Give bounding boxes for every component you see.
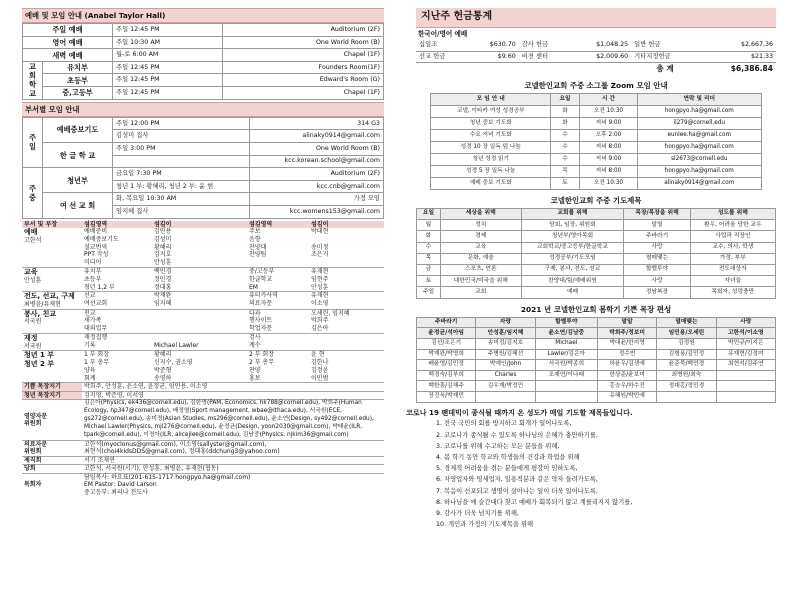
dept-contact-name: 청년 1 부: 황혜리, 청년 2 부: 윤 현 bbox=[113, 180, 250, 193]
zoom-header: 요일 bbox=[551, 93, 580, 105]
mokjang-member: 정대홍/정민경 bbox=[657, 381, 716, 392]
org-row-value: 김지영, 박준영, 이서영 bbox=[82, 391, 384, 400]
prayer-cell: 열매맺는 bbox=[624, 253, 690, 264]
church-school-label: 교 회 학 교 bbox=[23, 61, 43, 99]
org-row-label: 청년 목장지기 bbox=[22, 391, 82, 400]
mokjang-member: 홍승우/하수진 bbox=[597, 381, 656, 392]
medical-text[interactable]: 고한석(myoclonus@gmail.com), 이소영(sallyster@gmail.com), 최현석(choi4kidsDDS@gmail.com), 정대홍(ddchung3@yahoo.com) bbox=[82, 440, 384, 456]
mokjang-member bbox=[657, 391, 716, 402]
zoom-body bbox=[431, 105, 761, 189]
org-person: 윤 현 김한나 김정윤 이민범 bbox=[309, 351, 384, 383]
zoom-row bbox=[431, 141, 761, 153]
prayer-cell: 정치 bbox=[440, 220, 521, 231]
mokjang-name: 말알 bbox=[597, 317, 656, 328]
org-dept-leader: 고한석 bbox=[24, 236, 42, 244]
mokjang-member bbox=[716, 391, 775, 402]
worship-time: 주일 10:30 AM bbox=[113, 36, 223, 49]
dept-contact-name bbox=[113, 155, 250, 168]
mokjang-leader: 안성훈/임지혜 bbox=[476, 328, 535, 339]
prayer-row bbox=[417, 253, 776, 264]
org-dept-cell bbox=[22, 228, 82, 267]
dept-email: kcc.womens153@gmail.com bbox=[249, 205, 383, 218]
zoom-cell: 코넬, 이타카 여성 성경공부 bbox=[431, 105, 551, 117]
covid-item: 6. 자영업자와 영세업자, 일용직분과 같은 약자 들려가도록, bbox=[436, 476, 598, 484]
dept-name: 청년부 bbox=[43, 168, 113, 193]
zoom-contact[interactable]: hongpyo.ha@gmail.com bbox=[637, 105, 761, 117]
org-group bbox=[22, 310, 384, 334]
prayer-cell: 주일 bbox=[417, 287, 441, 298]
org-area: 선교 여선교회 bbox=[82, 292, 152, 309]
dept-name: 여 선 교 회 bbox=[43, 193, 113, 218]
edu-place: Edward's Room (G) bbox=[223, 74, 384, 87]
zoom-cell: 오전 10:30 bbox=[579, 177, 637, 189]
mokjang-member: 주병원/김혜선 bbox=[476, 349, 535, 360]
zoom-cell: 성경 10 장 일독 텀 나눔 bbox=[431, 141, 551, 153]
worship-name: 주일 예배 bbox=[23, 24, 113, 37]
org-dept-name: 전도, 선교, 구제 bbox=[24, 292, 75, 301]
council-label: 당회 bbox=[22, 465, 82, 474]
zoom-cell: 저녁 8:00 bbox=[579, 141, 637, 153]
prayer-cell: 주바라기 bbox=[624, 231, 690, 242]
org-dept-name: 청년 1 부 청년 2 부 bbox=[24, 351, 55, 369]
mokjang-title: 2021 년 코넬한인교회 봄학기 기쁜 목장 편성 bbox=[520, 304, 672, 314]
mokjang-member: 김정원 bbox=[657, 338, 716, 349]
mokjang-member bbox=[535, 391, 597, 402]
prayer-cell: 성경공부/기도모임 bbox=[521, 253, 624, 264]
zoom-cell: 저녁 9:00 bbox=[579, 117, 637, 129]
zoom-cell: 목 bbox=[551, 165, 580, 177]
sunday-label: 주 일 bbox=[23, 117, 43, 167]
prayer-cell: 정남복장 bbox=[624, 287, 690, 298]
zoom-contact[interactable]: eunlee.ha@gmail.com bbox=[637, 129, 761, 141]
org-area: 검사 계수 bbox=[247, 334, 309, 351]
edu-time: 주일 12:45 PM bbox=[113, 61, 223, 74]
org-person: 유재현 이소영 bbox=[309, 292, 384, 309]
prayer-cell: 문화, 예술 bbox=[440, 253, 521, 264]
zoom-cell: 화 bbox=[551, 117, 580, 129]
org-person: 황혜리 신지수, 권소영 박준형 송영하 bbox=[152, 351, 247, 383]
org-area: 유티카사역 의료자문 bbox=[247, 292, 309, 309]
prayer-cell: 목회자, 성령충만 bbox=[690, 287, 775, 298]
zoom-row bbox=[431, 129, 761, 141]
org-person bbox=[309, 334, 384, 351]
weekday-label: 주 중 bbox=[23, 168, 43, 218]
mokjang-leader: 임민용/오세린 bbox=[657, 328, 716, 339]
prayer-cell: 수 bbox=[417, 242, 441, 253]
org-groups bbox=[22, 228, 384, 383]
advisors-text[interactable]: 김은아(Physics, ek436@cornell.edu), 김한영(PAM, Economics, hk788@cornell.edu), 박희주(Human Ecology, hp347@cornell.edu), 배정열(Sport management, wbae@ithaca.edu), 서국원(ECE, gs272@cornell.edu), 송미정(Asian Studies, ms296@cornell.edu), 윤소연(Design, sy492@cornell.edu), Michael Lawler(Physics, mjl276@cornell.edu), 윤정균(Design, yoon2030@gmail.com), 박태윤(ILR, tpark@cornell.edu), 이정아(ILR, alicejlee@cornell.edu), 김남중(Physics, njkim36@gmail.com) bbox=[82, 400, 384, 440]
prayer-header: 성도를 위해 bbox=[690, 209, 775, 220]
org-area: 주보 음향 찬양대 찬양팀 bbox=[247, 228, 309, 267]
mokjang-member bbox=[535, 381, 597, 392]
mokjang-leader-row bbox=[417, 328, 776, 339]
prayer-cell: 청년부/영아목회 bbox=[521, 231, 624, 242]
dept-contact-name: 임지혜 집사 bbox=[113, 205, 250, 218]
dept-contact-name: 김성미 집사 bbox=[113, 130, 250, 143]
org-dept-leader: 최병윤/유재현 bbox=[24, 301, 61, 309]
org-dept-leader: 안성훈 bbox=[24, 276, 42, 284]
org-area: 다과 행사이트 학업자문 bbox=[247, 310, 309, 334]
mokjang-member: 박재완/박영희 bbox=[417, 349, 476, 360]
prayer-title: 코넬한인교회 주중 기도제목 bbox=[550, 195, 642, 205]
mokjang-member bbox=[716, 381, 775, 392]
edu-place: Founders Room(1F) bbox=[223, 61, 384, 74]
org-table bbox=[22, 221, 384, 229]
prayer-cell: 교육 bbox=[440, 242, 521, 253]
mokjang-name: 자랑 bbox=[476, 317, 535, 328]
prayer-table bbox=[416, 208, 776, 299]
offering-label: 비젼 센터 bbox=[519, 51, 571, 63]
mokjang-name: 주바라기 bbox=[417, 317, 476, 328]
worship-place: Chapel (1F) bbox=[223, 49, 384, 62]
clerk-text: 서기 조재연 bbox=[82, 456, 384, 465]
mokjang-row bbox=[417, 391, 776, 402]
dept-email: kcc.korean.school@gmail.com bbox=[249, 155, 383, 168]
zoom-cell: 화 bbox=[551, 105, 580, 117]
mokjang-member: 백경숙/김부희 bbox=[417, 370, 476, 381]
org-area: 예배준비 예배중보기도 설교번역 PPT 작성 미디어 bbox=[82, 228, 152, 267]
mokjang-member: 박대윤/한지영 bbox=[597, 338, 656, 349]
dept-time: 금요일 7:30 PM bbox=[113, 168, 250, 181]
mokjang-member: 박예인/John bbox=[476, 360, 535, 371]
org-area: 1 부 회장 1 부 총무 양육 회계 bbox=[82, 351, 152, 383]
dept-email: alinaky0914@gmail.com bbox=[249, 130, 383, 143]
total-label: 총 계 bbox=[656, 64, 674, 74]
total-value: $6,386.84 bbox=[730, 64, 773, 74]
zoom-cell: 수 bbox=[551, 129, 580, 141]
prayer-cell: 자녀들 bbox=[690, 276, 775, 287]
org-person: Michael Lawler bbox=[152, 334, 247, 351]
org-header: 섬김영역 bbox=[84, 220, 108, 228]
prayer-cell: 말열 bbox=[624, 220, 690, 231]
covid-item: 2. 코로나가 종식될 수 있도록 하나님의 은혜가 충만하기를, bbox=[436, 431, 598, 439]
covid-item: 4. 봄 학기 동안 학교와 학생들의 건강과 학업을 위해 bbox=[436, 453, 580, 461]
zoom-title: 코넬한인교회 주중 소그룹 Zoom 모임 안내 bbox=[524, 80, 668, 90]
offering-title: 지난주 헌금통계 bbox=[416, 8, 776, 28]
dept-name: 예배중보기도 bbox=[43, 117, 113, 142]
offering-value: $2,667.36 bbox=[699, 40, 776, 52]
worship-time: 주일 12:45 PM bbox=[113, 24, 223, 37]
mokjang-leader: 윤정균/석아임 bbox=[417, 328, 476, 339]
covid-item: 8. 하나님을 에 슬간대다 찾고 예배가 회복되기 않고 계를리지지 않기를, bbox=[436, 498, 633, 506]
org-group bbox=[22, 351, 384, 383]
prayer-cell: 화 bbox=[417, 231, 441, 242]
mokjang-member bbox=[476, 391, 535, 402]
mokjang-member: 김선/조은기 bbox=[417, 338, 476, 349]
org-dept-name: 재정 bbox=[24, 334, 38, 343]
mokjang-member: 정수빈 bbox=[597, 349, 656, 360]
org-person: 박재완 임지혜 bbox=[152, 292, 247, 309]
zoom-cell: 성경 5 장 일독 나눔 bbox=[431, 165, 551, 177]
mokjang-member: Michael bbox=[535, 338, 597, 349]
org-person bbox=[152, 310, 247, 334]
zoom-cell: 오전 10:30 bbox=[579, 105, 637, 117]
mokjang-member: 김형용/김민정 bbox=[657, 349, 716, 360]
dept-email: kcc.cnb@gmail.com bbox=[249, 180, 383, 193]
dept-place: 가정 모임 bbox=[249, 193, 383, 206]
clerk-label: 제직회 bbox=[22, 456, 82, 465]
org-group bbox=[22, 334, 384, 351]
mokjang-member: Charles bbox=[476, 370, 535, 381]
org-area: 친교 새가족 대외업무 bbox=[82, 310, 152, 334]
offering-subtitle: 한국어/영어 예배 bbox=[418, 29, 468, 38]
org-area: 2 부 회장 2 부 총무 찬양 홍보 bbox=[247, 351, 309, 383]
zoom-cell: 청년 중보 기도회 bbox=[431, 117, 551, 129]
prayer-cell: 사업과 직장인 bbox=[690, 231, 775, 242]
org-dept-cell bbox=[22, 292, 82, 309]
prayer-row bbox=[417, 231, 776, 242]
covid-item: 3. 코로나를 위해 수고하는 모든 분들을 위해, bbox=[436, 442, 560, 450]
prayer-cell: 월 bbox=[417, 220, 441, 231]
prayer-cell: 담회, 임장, 위원회 bbox=[521, 220, 624, 231]
org-header: 부서 및 부장 bbox=[24, 220, 58, 228]
prayer-header: 요일 bbox=[417, 209, 441, 220]
council-text: 고한석, 서국원(서기), 안성훈, 최병윤, 유재현(협동) bbox=[82, 465, 384, 474]
mokjang-row bbox=[417, 349, 776, 360]
worship-section-title: 예배 및 모임 안내 (Anabel Taylor Hall) bbox=[22, 8, 384, 23]
zoom-cell: 예배 중보 기도회 bbox=[431, 177, 551, 189]
zoom-cell: 저녁 8:00 bbox=[579, 165, 637, 177]
mokjang-name: 사랑 bbox=[716, 317, 775, 328]
covid-item: 1. 전국 국민의 회를 방지하고 회개가 일어나도록, bbox=[436, 420, 572, 428]
prayer-cell: 찬양대/팀/예배위원 bbox=[521, 276, 624, 287]
mokjang-leader: 박희주/정보미 bbox=[597, 328, 656, 339]
zoom-row bbox=[431, 177, 761, 189]
worship-name: 영어 예배 bbox=[23, 36, 113, 49]
offering-label: 십일조 bbox=[416, 40, 468, 52]
edu-name: 초등부 bbox=[43, 74, 113, 87]
org-row-label: 기쁨 목장지기 bbox=[22, 383, 82, 391]
org-person: 김민용 김성미 황혜리 김지호 안성훈 bbox=[152, 228, 247, 267]
org-extra-table bbox=[22, 383, 384, 496]
prayer-header: 목장/목장을 위해 bbox=[624, 209, 690, 220]
mokjang-member: 박민규/이지은 bbox=[716, 338, 775, 349]
mokjang-leader: 윤소연/김남중 bbox=[535, 328, 597, 339]
dept-time: 주일 12:00 PM bbox=[113, 117, 250, 130]
zoom-cell: 오후 2:00 bbox=[579, 129, 637, 141]
dept-place: One World Room (B) bbox=[249, 142, 383, 155]
edu-place: Chapel (1F) bbox=[223, 87, 384, 100]
prayer-cell: 구제, 봉사, 전도, 선교 bbox=[521, 264, 624, 275]
offering-label: 감사 헌금 bbox=[519, 40, 571, 52]
covid-item: 5. 경제적 어려움을 겪는 분들에게 평강이 임하도록, bbox=[436, 465, 578, 473]
org-header: 섬김이 bbox=[154, 220, 172, 228]
prayer-cell: 사랑 bbox=[624, 276, 690, 287]
mokjang-row bbox=[417, 338, 776, 349]
mokjang-member: 허윤우/김샘예 bbox=[597, 360, 656, 371]
prayer-cell: 금 bbox=[417, 264, 441, 275]
org-header: 섬김영역 bbox=[249, 220, 273, 228]
zoom-contact[interactable]: il279@cornell.edu bbox=[637, 117, 761, 129]
zoom-header: 시 간 bbox=[579, 93, 637, 105]
mokjang-member: 유혜원/박민예 bbox=[597, 391, 656, 402]
org-dept-cell bbox=[22, 351, 82, 383]
zoom-row bbox=[431, 117, 761, 129]
org-dept-cell bbox=[22, 268, 82, 292]
mokjang-member: 최병원/최숙 bbox=[657, 370, 716, 381]
zoom-row bbox=[431, 165, 761, 177]
org-dept-leader: 서국원 bbox=[24, 342, 42, 350]
worship-time: 월-토 6:00 AM bbox=[113, 49, 223, 62]
org-dept-cell bbox=[22, 334, 82, 351]
offering-value: $9.60 bbox=[468, 51, 519, 63]
dept-table bbox=[22, 117, 384, 219]
prayer-cell: 교회학교/중고등부/한글학교 bbox=[521, 242, 624, 253]
mokjang-header-row bbox=[417, 317, 776, 328]
dept-name: 한 글 학 교 bbox=[43, 142, 113, 167]
prayer-cell: 가정, 부부 bbox=[690, 253, 775, 264]
offering-label: 일반 헌금 bbox=[631, 40, 699, 52]
prayer-header: 세상을 위해 bbox=[440, 209, 521, 220]
covid-list bbox=[436, 420, 776, 532]
zoom-table bbox=[430, 93, 761, 190]
zoom-contact[interactable]: alinaky0914@gmail.com bbox=[637, 177, 761, 189]
dept-time: 화, 목요일 10:30 AM bbox=[113, 193, 250, 206]
pastor-label: 목회자 bbox=[24, 481, 42, 489]
covid-title: 코로나 19 팬데믹이 종식될 때까지 온 성도가 매일 기도할 제목들입니다. bbox=[406, 407, 633, 417]
prayer-cell: 대한민국/미국을 위해 bbox=[440, 276, 521, 287]
edu-time: 주일 12:45 PM bbox=[113, 74, 223, 87]
dept-place: 314 G3 bbox=[249, 117, 383, 130]
zoom-row bbox=[431, 105, 761, 117]
zoom-contact[interactable]: hongpyo.ha@gmail.com bbox=[637, 165, 761, 177]
org-dept-name: 예배 bbox=[24, 228, 38, 237]
mokjang-member: 송미정/김지호 bbox=[476, 338, 535, 349]
org-dept-cell bbox=[22, 310, 82, 334]
offering-value: $21.33 bbox=[699, 51, 776, 63]
prayer-cell: 목 bbox=[417, 253, 441, 264]
dept-place: Auditorium (2F) bbox=[249, 168, 383, 181]
org-person: 오세린, 임지혜 박희주 김은아 bbox=[309, 310, 384, 334]
prayer-cell: 환우, 어려움 당한 교우 bbox=[690, 220, 775, 231]
mokjang-member: 서국원/박종희 bbox=[535, 360, 597, 371]
offering-label: 기타지정헌금 bbox=[631, 51, 699, 63]
mokjang-row bbox=[417, 370, 776, 381]
prayer-row bbox=[417, 264, 776, 275]
mokjang-member: 조재연/이나래 bbox=[535, 370, 597, 381]
mokjang-member bbox=[716, 370, 775, 381]
mokjang-name: 열매맺는 bbox=[657, 317, 716, 328]
mokjang-member: 최현석/김주연 bbox=[716, 360, 775, 371]
worship-name: 새벽 예배 bbox=[23, 49, 113, 62]
prayer-cell: 예배 bbox=[521, 287, 624, 298]
zoom-contact[interactable]: sl2673@cornell.edu bbox=[637, 153, 761, 165]
mokjang-leader: 고한석/이소영 bbox=[716, 328, 775, 339]
mokjang-member: 장진욱/박재민 bbox=[417, 391, 476, 402]
offering-value: $1,048.25 bbox=[570, 40, 631, 52]
edu-name: 중,고등부 bbox=[43, 87, 113, 100]
mokjang-row bbox=[417, 381, 776, 392]
prayer-row bbox=[417, 220, 776, 231]
mokjang-member: 백한흥/김해주 bbox=[417, 381, 476, 392]
mokjang-body bbox=[417, 338, 776, 402]
prayer-cell: 교수, 의사, 학생 bbox=[690, 242, 775, 253]
org-row-value: 박희주, 안성훈, 윤소연, 윤정균, 임민용, 이소영 bbox=[82, 383, 384, 391]
covid-item: 7. 복음이 선포되고 생명이 살아나는 일이 더욱 일어나도록, bbox=[436, 487, 598, 495]
zoom-cell: 청년 성경 읽기 bbox=[431, 153, 551, 165]
dept-section-title: 부서별 모임 안내 bbox=[22, 102, 384, 117]
edu-time: 주일 12:45 PM bbox=[113, 87, 223, 100]
zoom-cell: 수요 저녁 기도회 bbox=[431, 129, 551, 141]
org-group bbox=[22, 228, 384, 268]
prayer-cell: 토 bbox=[417, 276, 441, 287]
zoom-cell: 저녁 9:00 bbox=[579, 153, 637, 165]
org-dept-name: 봉사, 친교 bbox=[24, 309, 57, 318]
mokjang-member: 한상준/윤보미 bbox=[597, 370, 656, 381]
offering-table bbox=[416, 40, 776, 75]
org-dept-name: 교육 bbox=[24, 268, 38, 277]
left-column bbox=[22, 8, 384, 496]
prayer-body bbox=[417, 220, 776, 298]
dept-time: 주일 3:00 PM bbox=[113, 142, 250, 155]
prayer-row bbox=[417, 287, 776, 298]
org-person: 유재현 임현주 안성훈 bbox=[309, 268, 384, 292]
mokjang-member: Lawler/김은아 bbox=[535, 349, 597, 360]
prayer-cell: 전도대상자 bbox=[690, 264, 775, 275]
zoom-cell: 수 bbox=[551, 141, 580, 153]
mokjang-member: 김우재/박정민 bbox=[476, 381, 535, 392]
zoom-cell: 수 bbox=[551, 153, 580, 165]
prayer-cell: 교회 bbox=[440, 287, 521, 298]
org-area: 재정집행 기록 bbox=[82, 334, 152, 351]
mokjang-member: 윤준묵/백민경 bbox=[657, 360, 716, 371]
medical-label: 의료자문 위원회 bbox=[22, 440, 82, 456]
covid-item: 10. 개인과 가정의 기도제목을 위해 bbox=[436, 521, 534, 529]
org-area: 유치부 초등부 청년 1,2 부 bbox=[82, 268, 152, 292]
worship-table bbox=[22, 23, 384, 100]
zoom-header: 모 임 안 내 bbox=[431, 93, 551, 105]
offering-value: $630.70 bbox=[468, 40, 519, 52]
org-group bbox=[22, 292, 384, 309]
advisors-label: 영양자문 위원회 bbox=[22, 400, 82, 440]
org-person: 백민경 정민경 정대홍 bbox=[152, 268, 247, 292]
offering-value: $2,009.60 bbox=[570, 51, 631, 63]
worship-place: Auditorium (2F) bbox=[223, 24, 384, 37]
mokjang-name: 할렐루야 bbox=[535, 317, 597, 328]
org-dept-leader: 서국원 bbox=[24, 318, 42, 326]
prayer-cell: 경제 bbox=[440, 231, 521, 242]
zoom-contact[interactable]: hongpyo.ha@gmail.com bbox=[637, 141, 761, 153]
org-header: 섬김이 bbox=[311, 220, 329, 228]
offering-label: 선교 헌금 bbox=[416, 51, 468, 63]
org-area: 중/고등부 한글학교 EM bbox=[247, 268, 309, 292]
worship-place: One World Room (B) bbox=[223, 36, 384, 49]
mokjang-table bbox=[416, 317, 776, 403]
right-column bbox=[406, 8, 776, 532]
org-group bbox=[22, 268, 384, 292]
pastor-text[interactable]: 담임목사: 하요표(201-615-1717 hongpyo.ha@gmail.com) EM Pastor: David Larson 중고등부: 최리나 전도사 bbox=[84, 473, 251, 496]
org-person: 박대현 송미정 조은기 bbox=[309, 228, 384, 267]
prayer-row bbox=[417, 276, 776, 287]
prayer-cell: 스포츠, 언론 bbox=[440, 264, 521, 275]
prayer-cell: 할렐루야 bbox=[624, 264, 690, 275]
prayer-header: 교회를 위해 bbox=[521, 209, 624, 220]
prayer-row bbox=[417, 242, 776, 253]
edu-name: 유치부 bbox=[43, 61, 113, 74]
zoom-cell: 토 bbox=[551, 177, 580, 189]
zoom-row bbox=[431, 153, 761, 165]
covid-item: 9. 감사가 더욱 넘치기를 위해, bbox=[436, 509, 519, 517]
mokjang-member: 배윤영/김민정 bbox=[417, 360, 476, 371]
mokjang-row bbox=[417, 360, 776, 371]
zoom-header: 연락 및 리더 bbox=[637, 93, 761, 105]
prayer-cell: 사랑 bbox=[624, 242, 690, 253]
mokjang-member: 유재현/김정미 bbox=[716, 349, 775, 360]
